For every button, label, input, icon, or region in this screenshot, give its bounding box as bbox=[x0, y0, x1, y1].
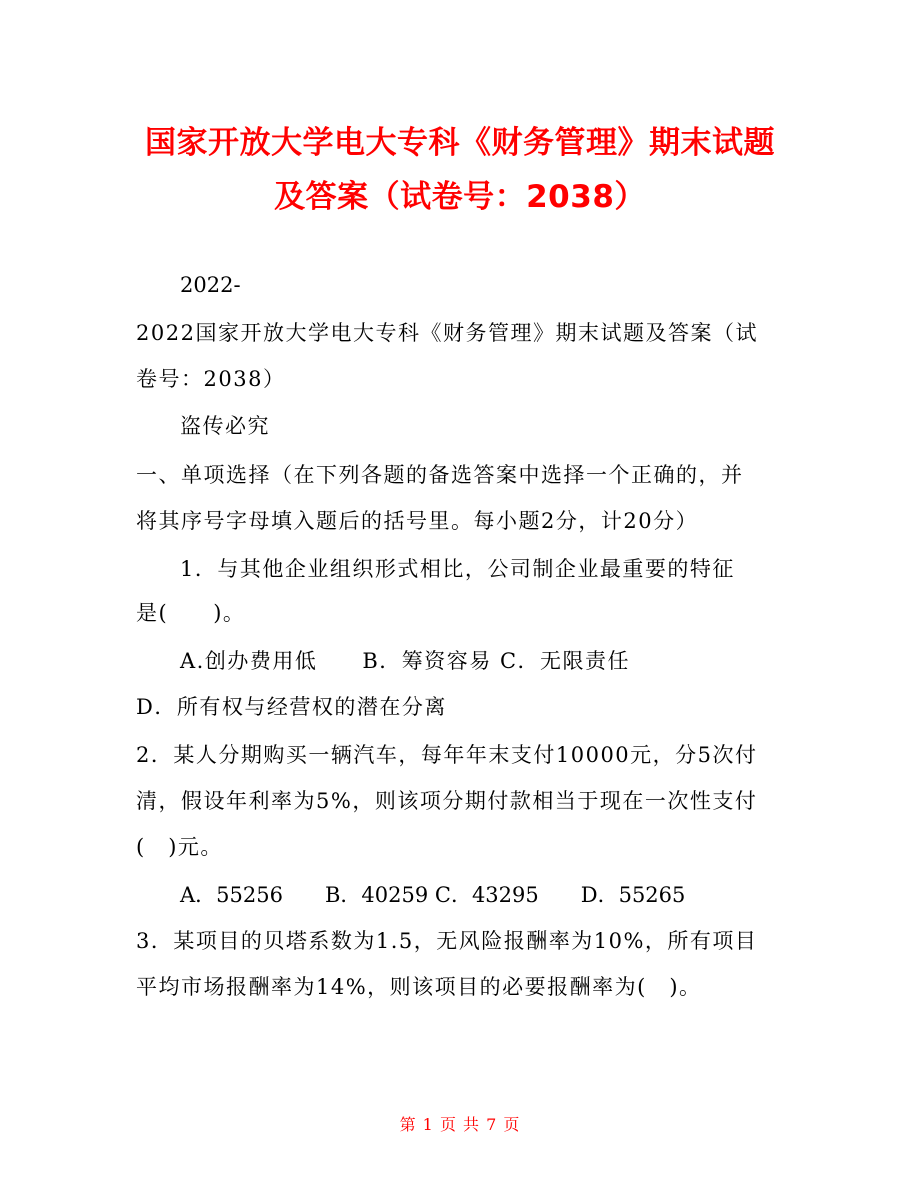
subtitle-line1: 2022国家开放大学电大专科《财务管理》期末试题及答案（试 bbox=[136, 321, 758, 345]
question1-options-line1: A.创办费用低 B．筹资容易 C．无限责任 bbox=[180, 649, 631, 673]
section1-heading-line2: 将其序号字母填入题后的括号里。每小题2分，计20分） bbox=[136, 509, 699, 533]
question2-line1: 2．某人分期购买一辆汽车，每年年末支付10000元，分5次付 bbox=[136, 743, 758, 767]
question2-options: A．55256 B．40259 C．43295 D．55265 bbox=[180, 883, 686, 907]
year-range: 2022- bbox=[180, 273, 241, 297]
section1-heading-line1: 一、单项选择（在下列各题的备选答案中选择一个正确的，并 bbox=[136, 463, 744, 487]
question3-line1: 3．某项目的贝塔系数为1.5，无风险报酬率为10%，所有项目 bbox=[136, 929, 758, 953]
question1-line1: 1．与其他企业组织形式相比，公司制企业最重要的特征 bbox=[180, 557, 735, 581]
page-number-footer: 第 1 页 共 7 页 bbox=[399, 1115, 521, 1134]
question2-line3: ( )元。 bbox=[136, 835, 223, 859]
question2-line2: 清，假设年利率为5%，则该项分期付款相当于现在一次性支付 bbox=[136, 789, 758, 813]
subtitle-line2: 卷号：2038） bbox=[136, 367, 286, 391]
document-title-line2: 及答案（试卷号：2038） bbox=[274, 179, 646, 215]
document-title-line1: 国家开放大学电大专科《财务管理》期末试题 bbox=[145, 125, 775, 161]
copyright-notice: 盗传必究 bbox=[180, 414, 270, 438]
question1-options-line2: D．所有权与经营权的潜在分离 bbox=[136, 695, 447, 719]
question1-line2: 是( )。 bbox=[136, 601, 246, 625]
question3-line2: 平均市场报酬率为14%，则该项目的必要报酬率为( )。 bbox=[136, 975, 702, 999]
